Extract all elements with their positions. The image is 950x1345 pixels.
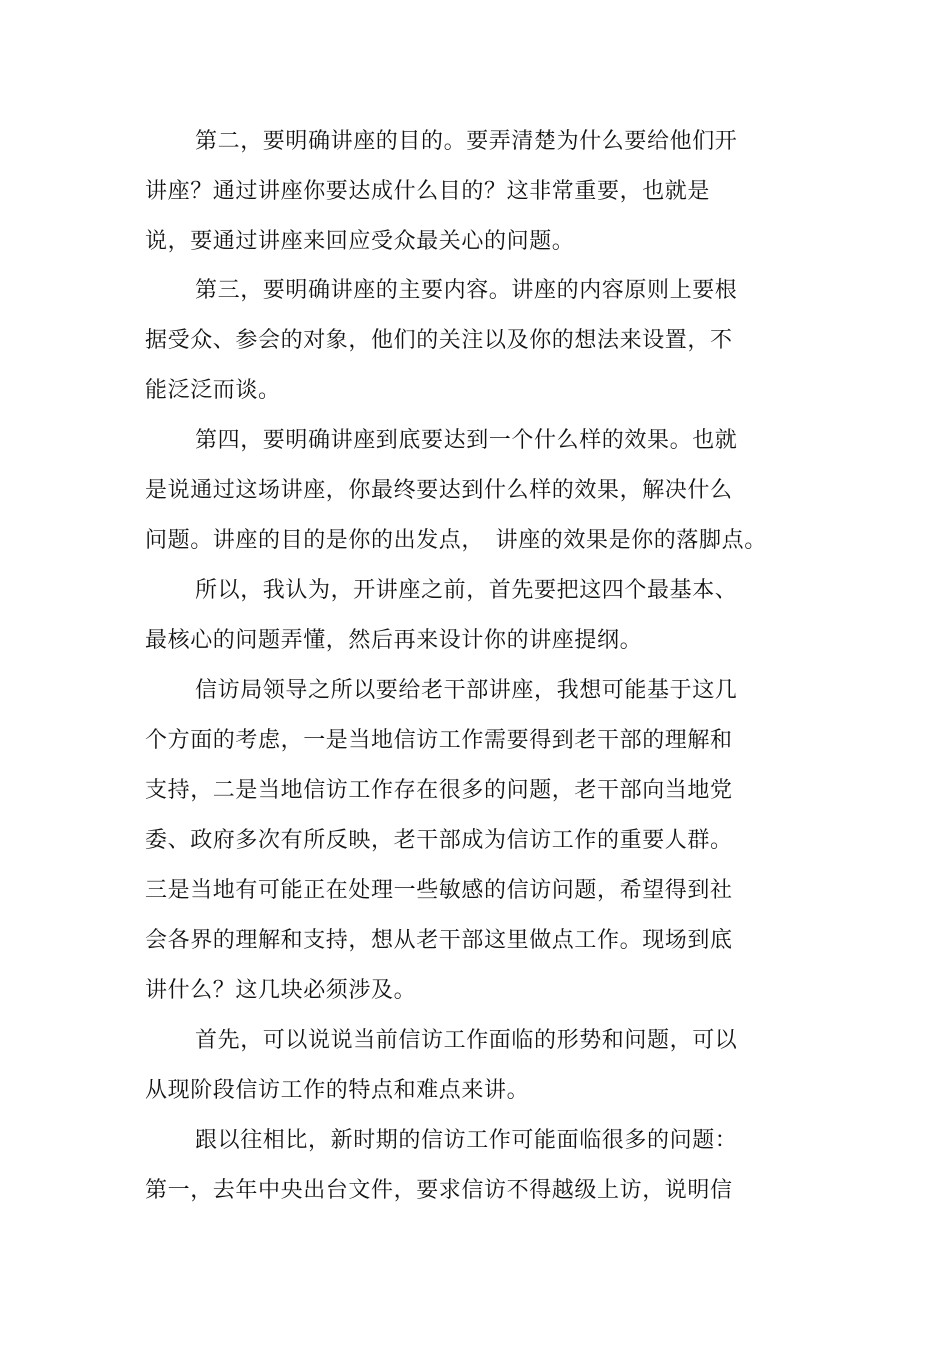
paragraph-line: 三是当地有可能正在处理一些敏感的信访问题，希望得到社 bbox=[145, 878, 733, 903]
paragraph-line: 跟以往相比，新时期的信访工作可能面临很多的问题： bbox=[195, 1128, 738, 1153]
paragraph-line: 能泛泛而谈。 bbox=[145, 378, 281, 403]
paragraph-line: 第三，要明确讲座的主要内容。讲座的内容原则上要根 bbox=[195, 278, 738, 303]
paragraph-line: 首先，可以说说当前信访工作面临的形势和问题，可以 bbox=[195, 1028, 738, 1053]
paragraph-line: 信访局领导之所以要给老干部讲座，我想可能基于这几 bbox=[195, 678, 738, 703]
paragraph-line: 所以，我认为，开讲座之前，首先要把这四个最基本、 bbox=[195, 578, 738, 603]
paragraph-line: 第一，去年中央出台文件，要求信访不得越级上访，说明信 bbox=[145, 1178, 733, 1203]
paragraph-line: 支持，二是当地信访工作存在很多的问题，老干部向当地党 bbox=[145, 778, 733, 803]
paragraph-line: 说，要通过讲座来回应受众最关心的问题。 bbox=[145, 229, 575, 254]
paragraph-line: 第四，要明确讲座到底要达到一个什么样的效果。也就 bbox=[195, 428, 738, 453]
paragraph-line: 委、政府多次有所反映，老干部成为信访工作的重要人群。 bbox=[145, 828, 733, 853]
paragraph-line: 讲什么？这几块必须涉及。 bbox=[145, 978, 417, 1003]
paragraph-line: 是说通过这场讲座，你最终要达到什么样的效果，解决什么 bbox=[145, 478, 733, 503]
paragraph-line: 最核心的问题弄懂，然后再来设计你的讲座提纲。 bbox=[145, 628, 643, 653]
paragraph-line: 会各界的理解和支持，想从老干部这里做点工作。现场到底 bbox=[145, 928, 733, 953]
paragraph-line: 讲座？通过讲座你要达成什么目的？这非常重要，也就是 bbox=[145, 179, 711, 204]
paragraph-line: 第二，要明确讲座的目的。要弄清楚为什么要给他们开 bbox=[195, 129, 738, 154]
paragraph-line: 据受众、参会的对象，他们的关注以及你的想法来设置，不 bbox=[145, 328, 733, 353]
paragraph-line: 从现阶段信访工作的特点和难点来讲。 bbox=[145, 1078, 530, 1103]
paragraph-line: 个方面的考虑，一是当地信访工作需要得到老干部的理解和 bbox=[145, 728, 733, 753]
paragraph-line: 问题。讲座的目的是你的出发点， 讲座的效果是你的落脚点。 bbox=[145, 528, 767, 553]
